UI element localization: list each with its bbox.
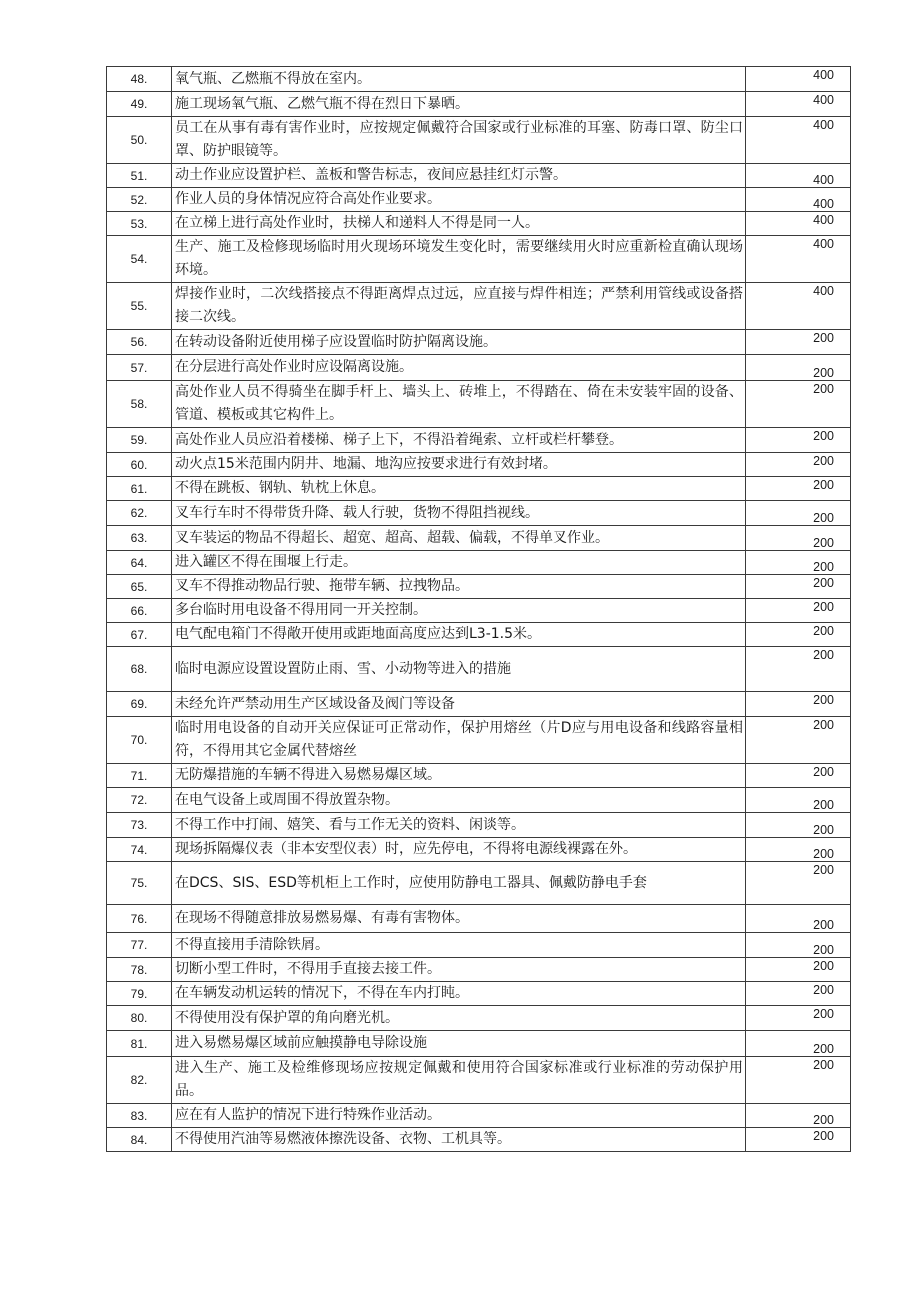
item-number: 49. <box>107 92 172 117</box>
item-number: 58. <box>107 381 172 428</box>
table-row <box>107 1006 851 1031</box>
item-score: 200 <box>746 355 851 381</box>
table-row <box>107 717 851 764</box>
table-row <box>107 838 851 862</box>
table-row <box>107 788 851 813</box>
table-row <box>107 599 851 623</box>
item-score: 200 <box>746 381 851 428</box>
item-rule-text: 不得直接用手清除铁屑。 <box>172 933 746 958</box>
table-row <box>107 1057 851 1104</box>
item-number: 72. <box>107 788 172 813</box>
item-score: 400 <box>746 236 851 283</box>
item-rule-text: 氧气瓶、乙燃瓶不得放在室内。 <box>172 67 746 92</box>
item-number: 63. <box>107 526 172 551</box>
item-number: 50. <box>107 117 172 164</box>
item-number: 73. <box>107 813 172 838</box>
item-number: 82. <box>107 1057 172 1104</box>
item-rule-text: 在转动设备附近使用梯子应设置临时防护隔离设施。 <box>172 330 746 355</box>
table-row <box>107 188 851 212</box>
item-score: 200 <box>746 428 851 453</box>
item-score: 200 <box>746 1006 851 1031</box>
item-score: 200 <box>746 905 851 933</box>
item-number: 48. <box>107 67 172 92</box>
item-score: 200 <box>746 838 851 862</box>
item-rule-text: 高处作业人员应沿着楼梯、梯子上下，不得沿着绳索、立杆或栏杆攀登。 <box>172 428 746 453</box>
item-number: 66. <box>107 599 172 623</box>
item-score: 400 <box>746 188 851 212</box>
item-number: 79. <box>107 982 172 1006</box>
item-number: 77. <box>107 933 172 958</box>
item-score: 400 <box>746 283 851 330</box>
item-number: 54. <box>107 236 172 283</box>
item-score: 200 <box>746 1128 851 1152</box>
item-score: 200 <box>746 933 851 958</box>
item-rule-text: 进入生产、施工及检维修现场应按规定佩戴和使用符合国家标准或行业标准的劳动保护用品。 <box>172 1057 746 1104</box>
item-rule-text: 在现场不得随意排放易燃易爆、有毒有害物体。 <box>172 905 746 933</box>
table-row <box>107 764 851 788</box>
table-row <box>107 623 851 647</box>
item-number: 71. <box>107 764 172 788</box>
item-score: 200 <box>746 575 851 599</box>
table-row <box>107 92 851 117</box>
item-score: 200 <box>746 599 851 623</box>
item-number: 61. <box>107 477 172 501</box>
table-row <box>107 551 851 575</box>
item-number: 75. <box>107 862 172 905</box>
table-row <box>107 164 851 188</box>
table-row <box>107 381 851 428</box>
item-number: 57. <box>107 355 172 381</box>
table-row <box>107 117 851 164</box>
table-row <box>107 428 851 453</box>
table-row <box>107 647 851 692</box>
item-rule-text: 叉车装运的物品不得超长、超宽、超高、超载、偏载，不得单叉作业。 <box>172 526 746 551</box>
table-row <box>107 67 851 92</box>
item-rule-text: 员工在从事有毒有害作业时，应按规定佩戴符合国家或行业标准的耳塞、防毒口罩、防尘口罩、防护眼镜等。 <box>172 117 746 164</box>
item-number: 52. <box>107 188 172 212</box>
table-row <box>107 692 851 717</box>
item-score: 200 <box>746 862 851 905</box>
item-score: 200 <box>746 501 851 526</box>
item-rule-text: 在DCS、SIS、ESD等机柜上工作时，应使用防静电工器具、佩戴防静电手套 <box>172 862 746 905</box>
item-number: 62. <box>107 501 172 526</box>
item-number: 65. <box>107 575 172 599</box>
table-row <box>107 905 851 933</box>
item-score: 200 <box>746 1104 851 1128</box>
item-number: 84. <box>107 1128 172 1152</box>
item-rule-text: 不得使用汽油等易燃液体擦洗设备、衣物、工机具等。 <box>172 1128 746 1152</box>
item-score: 200 <box>746 764 851 788</box>
item-number: 83. <box>107 1104 172 1128</box>
item-score: 200 <box>746 717 851 764</box>
item-score: 200 <box>746 958 851 982</box>
table-row <box>107 933 851 958</box>
item-rule-text: 现场拆隔爆仪表（非本安型仪表）时，应先停电，不得将电源线裸露在外。 <box>172 838 746 862</box>
table-row <box>107 1128 851 1152</box>
table-row <box>107 813 851 838</box>
item-score: 200 <box>746 551 851 575</box>
item-rule-text: 不得在跳板、钢轨、轨枕上休息。 <box>172 477 746 501</box>
item-score: 200 <box>746 1031 851 1057</box>
table-row <box>107 236 851 283</box>
table-row <box>107 330 851 355</box>
item-number: 78. <box>107 958 172 982</box>
item-rule-text: 多台临时用电设备不得用同一开关控制。 <box>172 599 746 623</box>
item-score: 200 <box>746 477 851 501</box>
item-score: 400 <box>746 117 851 164</box>
item-rule-text: 电气配电箱门不得敞开使用或距地面高度应达到L3-1.5米。 <box>172 623 746 647</box>
item-score: 200 <box>746 813 851 838</box>
item-rule-text: 叉车行车时不得带货升降、载人行驶，货物不得阻挡视线。 <box>172 501 746 526</box>
item-number: 69. <box>107 692 172 717</box>
item-rule-text: 在车辆发动机运转的情况下，不得在车内打盹。 <box>172 982 746 1006</box>
item-number: 56. <box>107 330 172 355</box>
item-score: 200 <box>746 692 851 717</box>
item-rule-text: 高处作业人员不得骑坐在脚手杆上、墙头上、砖堆上，不得踏在、倚在未安装牢固的设备、管道、模板或其它构件上。 <box>172 381 746 428</box>
item-rule-text: 临时电源应设置设置防止雨、雪、小动物等进入的措施 <box>172 647 746 692</box>
item-score: 400 <box>746 67 851 92</box>
item-rule-text: 动火点15米范围内阴井、地漏、地沟应按要求进行有效封堵。 <box>172 453 746 477</box>
table-row <box>107 355 851 381</box>
item-rule-text: 应在有人监护的情况下进行特殊作业活动。 <box>172 1104 746 1128</box>
item-number: 80. <box>107 1006 172 1031</box>
item-rule-text: 在立梯上进行高处作业时，扶梯人和递料人不得是同一人。 <box>172 212 746 236</box>
item-score: 400 <box>746 212 851 236</box>
item-rule-text: 作业人员的身体情况应符合高处作业要求。 <box>172 188 746 212</box>
item-number: 68. <box>107 647 172 692</box>
table-row <box>107 982 851 1006</box>
item-rule-text: 临时用电设备的自动开关应保证可正常动作，保护用熔丝（片D应与用电设备和线路容量相符，不得用其它金属代替熔丝 <box>172 717 746 764</box>
item-rule-text: 进入罐区不得在围堰上行走。 <box>172 551 746 575</box>
item-rule-text: 施工现场氧气瓶、乙燃气瓶不得在烈日下暴晒。 <box>172 92 746 117</box>
item-number: 55. <box>107 283 172 330</box>
table-row <box>107 212 851 236</box>
item-score: 200 <box>746 647 851 692</box>
item-number: 76. <box>107 905 172 933</box>
item-rule-text: 生产、施工及检修现场临时用火现场环境发生变化时，需要继续用火时应重新检直确认现场环境。 <box>172 236 746 283</box>
item-rule-text: 在电气设备上或周围不得放置杂物。 <box>172 788 746 813</box>
rules-table <box>106 66 851 1152</box>
item-number: 51. <box>107 164 172 188</box>
item-number: 60. <box>107 453 172 477</box>
item-number: 59. <box>107 428 172 453</box>
table-row <box>107 477 851 501</box>
table-row <box>107 526 851 551</box>
item-rule-text: 叉车不得推动物品行驶、拖带车辆、拉拽物品。 <box>172 575 746 599</box>
rules-table-body <box>107 67 851 1152</box>
item-rule-text: 未经允许严禁动用生产区域设备及阀门等设备 <box>172 692 746 717</box>
table-row <box>107 862 851 905</box>
item-score: 200 <box>746 982 851 1006</box>
item-score: 200 <box>746 453 851 477</box>
item-number: 74. <box>107 838 172 862</box>
table-row <box>107 1031 851 1057</box>
table-row <box>107 575 851 599</box>
item-rule-text: 切断小型工件时，不得用手直接去接工件。 <box>172 958 746 982</box>
item-number: 81. <box>107 1031 172 1057</box>
item-rule-text: 动土作业应设置护栏、盖板和警告标志，夜间应悬挂红灯示警。 <box>172 164 746 188</box>
item-number: 64. <box>107 551 172 575</box>
table-row <box>107 958 851 982</box>
item-rule-text: 不得工作中打闹、嬉笑、看与工作无关的资料、闲谈等。 <box>172 813 746 838</box>
item-rule-text: 焊接作业时，二次线搭接点不得距离焊点过远，应直接与焊件相连；严禁利用管线或设备搭接二次线。 <box>172 283 746 330</box>
item-score: 400 <box>746 92 851 117</box>
item-rule-text: 不得使用没有保护罩的角向磨光机。 <box>172 1006 746 1031</box>
item-number: 53. <box>107 212 172 236</box>
item-score: 200 <box>746 1057 851 1104</box>
table-row <box>107 501 851 526</box>
item-score: 200 <box>746 623 851 647</box>
item-number: 67. <box>107 623 172 647</box>
table-row <box>107 453 851 477</box>
item-number: 70. <box>107 717 172 764</box>
item-score: 400 <box>746 164 851 188</box>
item-score: 200 <box>746 526 851 551</box>
item-score: 200 <box>746 330 851 355</box>
table-row <box>107 283 851 330</box>
table-row <box>107 1104 851 1128</box>
item-score: 200 <box>746 788 851 813</box>
item-rule-text: 无防爆措施的车辆不得进入易燃易爆区域。 <box>172 764 746 788</box>
item-rule-text: 进入易燃易爆区域前应触摸静电导除设施 <box>172 1031 746 1057</box>
item-rule-text: 在分层进行高处作业时应设隔离设施。 <box>172 355 746 381</box>
